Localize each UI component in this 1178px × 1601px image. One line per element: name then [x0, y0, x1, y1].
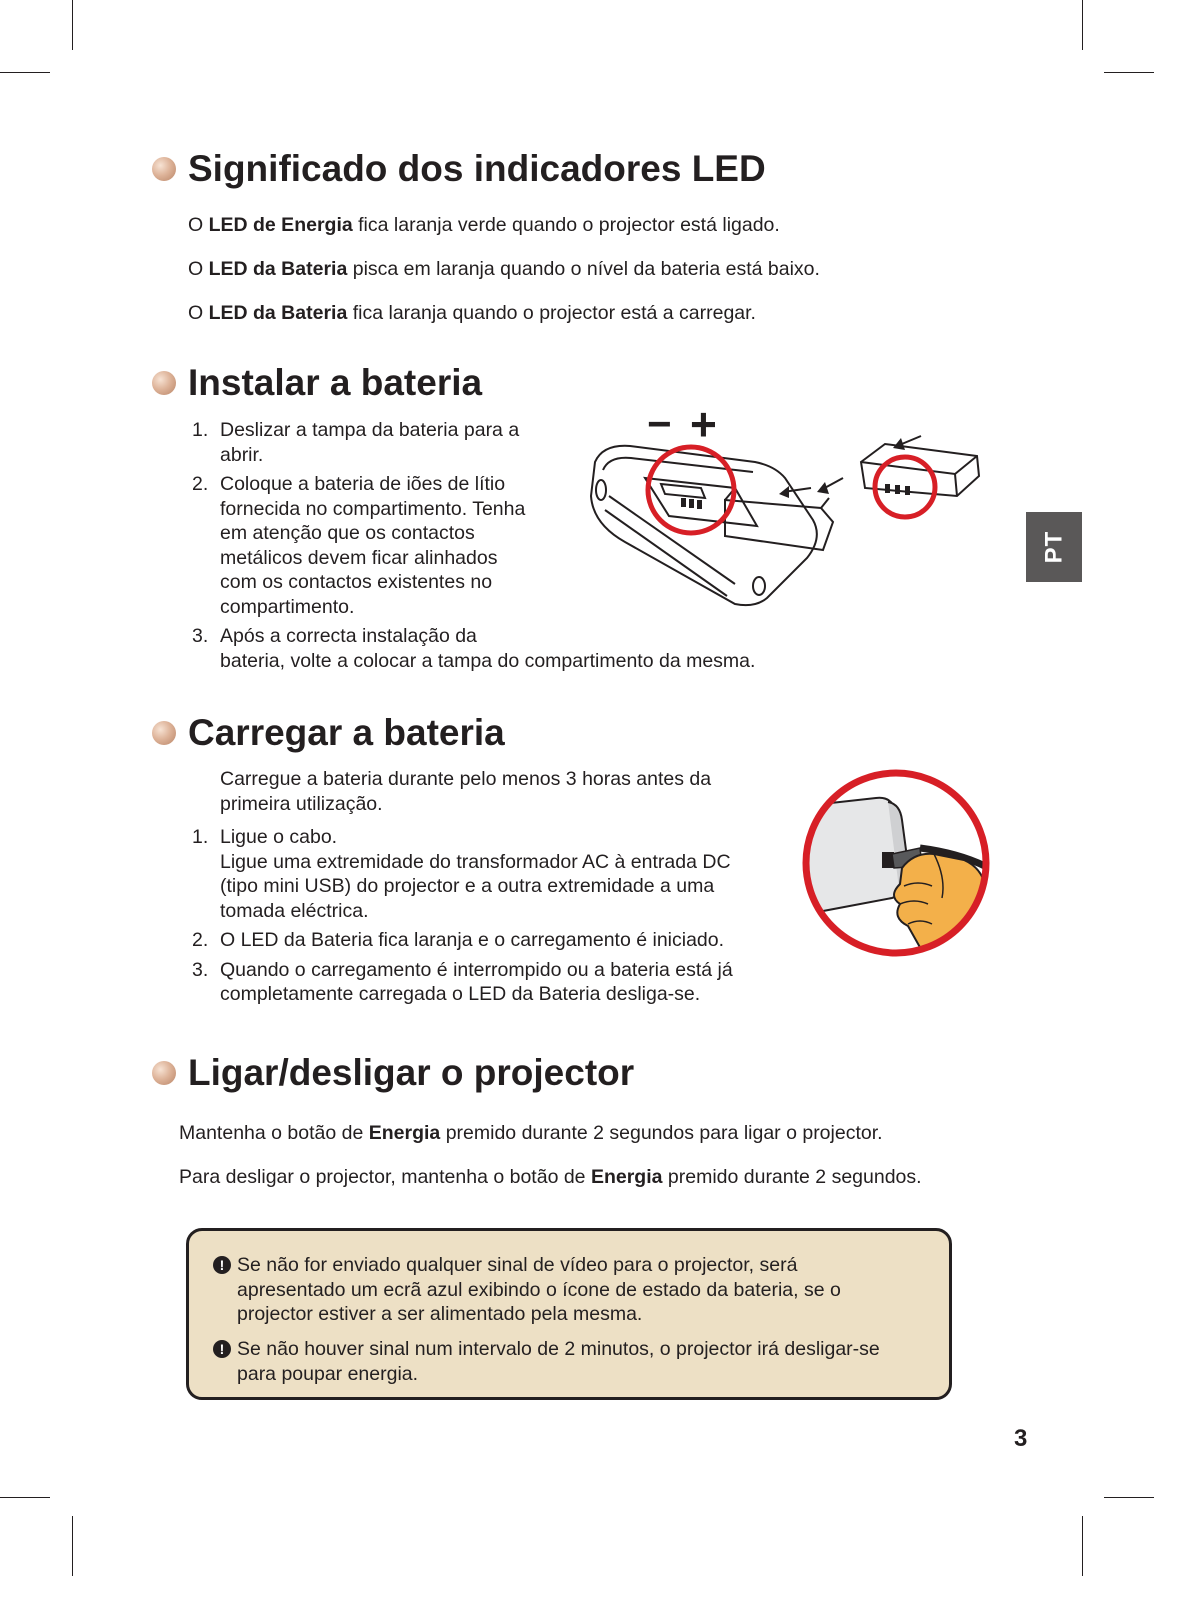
section-bullet-icon	[152, 157, 176, 181]
list-item: 1. Deslizar a tampa da bateria para a abrir.	[192, 419, 520, 466]
note-item: ! Se não for enviado qualquer sinal de vídeo para o projector, será apresentado um ecrã azul exibindo o ícone de estado da bateria, se o projector estiver a ser alimentado pela mesma.	[213, 1253, 841, 1327]
crop-mark	[0, 1497, 50, 1498]
crop-mark	[1104, 1497, 1154, 1498]
crop-mark	[1082, 0, 1083, 50]
led-line-3: O LED da Bateria fica laranja quando o projector está a carregar.	[188, 302, 756, 324]
language-tab-label: PT	[1039, 530, 1067, 564]
warning-icon: !	[213, 1340, 231, 1358]
charge-intro: Carregue a bateria durante pelo menos 3 horas antes da primeira utilização.	[220, 768, 712, 815]
list-item: 2. Coloque a bateria de iões de lítio fornecida no compartimento. Tenha em atenção que os contactos metálicos devem ficar alinhados com os contactos existentes no compartimento.	[192, 473, 526, 618]
charge-steps	[192, 825, 733, 1012]
section-title: Significado dos indicadores LED	[188, 148, 766, 189]
list-item: 1. Ligue o cabo. Ligue uma extremidade do transformador AC à entrada DC (tipo mini USB) do projector e a outra extremidade a uma tomada eléctrica.	[192, 826, 731, 922]
crop-mark	[72, 0, 73, 50]
list-item: 2. O LED da Bateria fica laranja e o carregamento é iniciado.	[192, 929, 725, 951]
charging-cable-illustration	[796, 768, 996, 958]
crop-mark	[1082, 1516, 1083, 1576]
section-heading-power	[152, 1052, 634, 1094]
battery-install-illustration	[585, 400, 985, 610]
page-number: 3	[1014, 1425, 1028, 1452]
crop-mark	[72, 1516, 73, 1576]
warning-icon: !	[213, 1256, 231, 1274]
crop-mark	[1104, 72, 1154, 73]
led-line-2: O LED da Bateria pisca em laranja quando o nível da bateria está baixo.	[188, 258, 820, 280]
section-heading-led	[152, 148, 766, 190]
section-heading-install	[152, 362, 482, 404]
crop-mark	[0, 72, 50, 73]
section-bullet-icon	[152, 1061, 176, 1085]
led-line-1: O LED de Energia fica laranja verde quando o projector está ligado.	[188, 214, 780, 236]
section-bullet-icon	[152, 371, 176, 395]
polarity-minus: −	[647, 400, 672, 447]
section-title: Carregar a bateria	[188, 712, 505, 753]
language-tab	[1026, 512, 1082, 582]
power-line-2: Para desligar o projector, mantenha o botão de Energia premido durante 2 segundos.	[179, 1166, 922, 1188]
section-title: Ligar/desligar o projector	[188, 1052, 635, 1093]
list-item: 3. Após a correcta instalação da bateria, volte a colocar a tampa do compartimento da mesma.	[192, 625, 756, 672]
polarity-plus: +	[690, 400, 717, 450]
section-heading-charge	[152, 712, 505, 754]
section-bullet-icon	[152, 721, 176, 745]
note-item: ! Se não houver sinal num intervalo de 2 minutos, o projector irá desligar-se para poupar energia.	[213, 1337, 880, 1386]
note-box	[186, 1228, 952, 1400]
list-item: 3. Quando o carregamento é interrompido ou a bateria está já completamente carregada o LED da Bateria desliga-se.	[192, 958, 733, 1005]
section-title: Instalar a bateria	[188, 362, 483, 403]
power-line-1: Mantenha o botão de Energia premido durante 2 segundos para ligar o projector.	[179, 1122, 883, 1144]
